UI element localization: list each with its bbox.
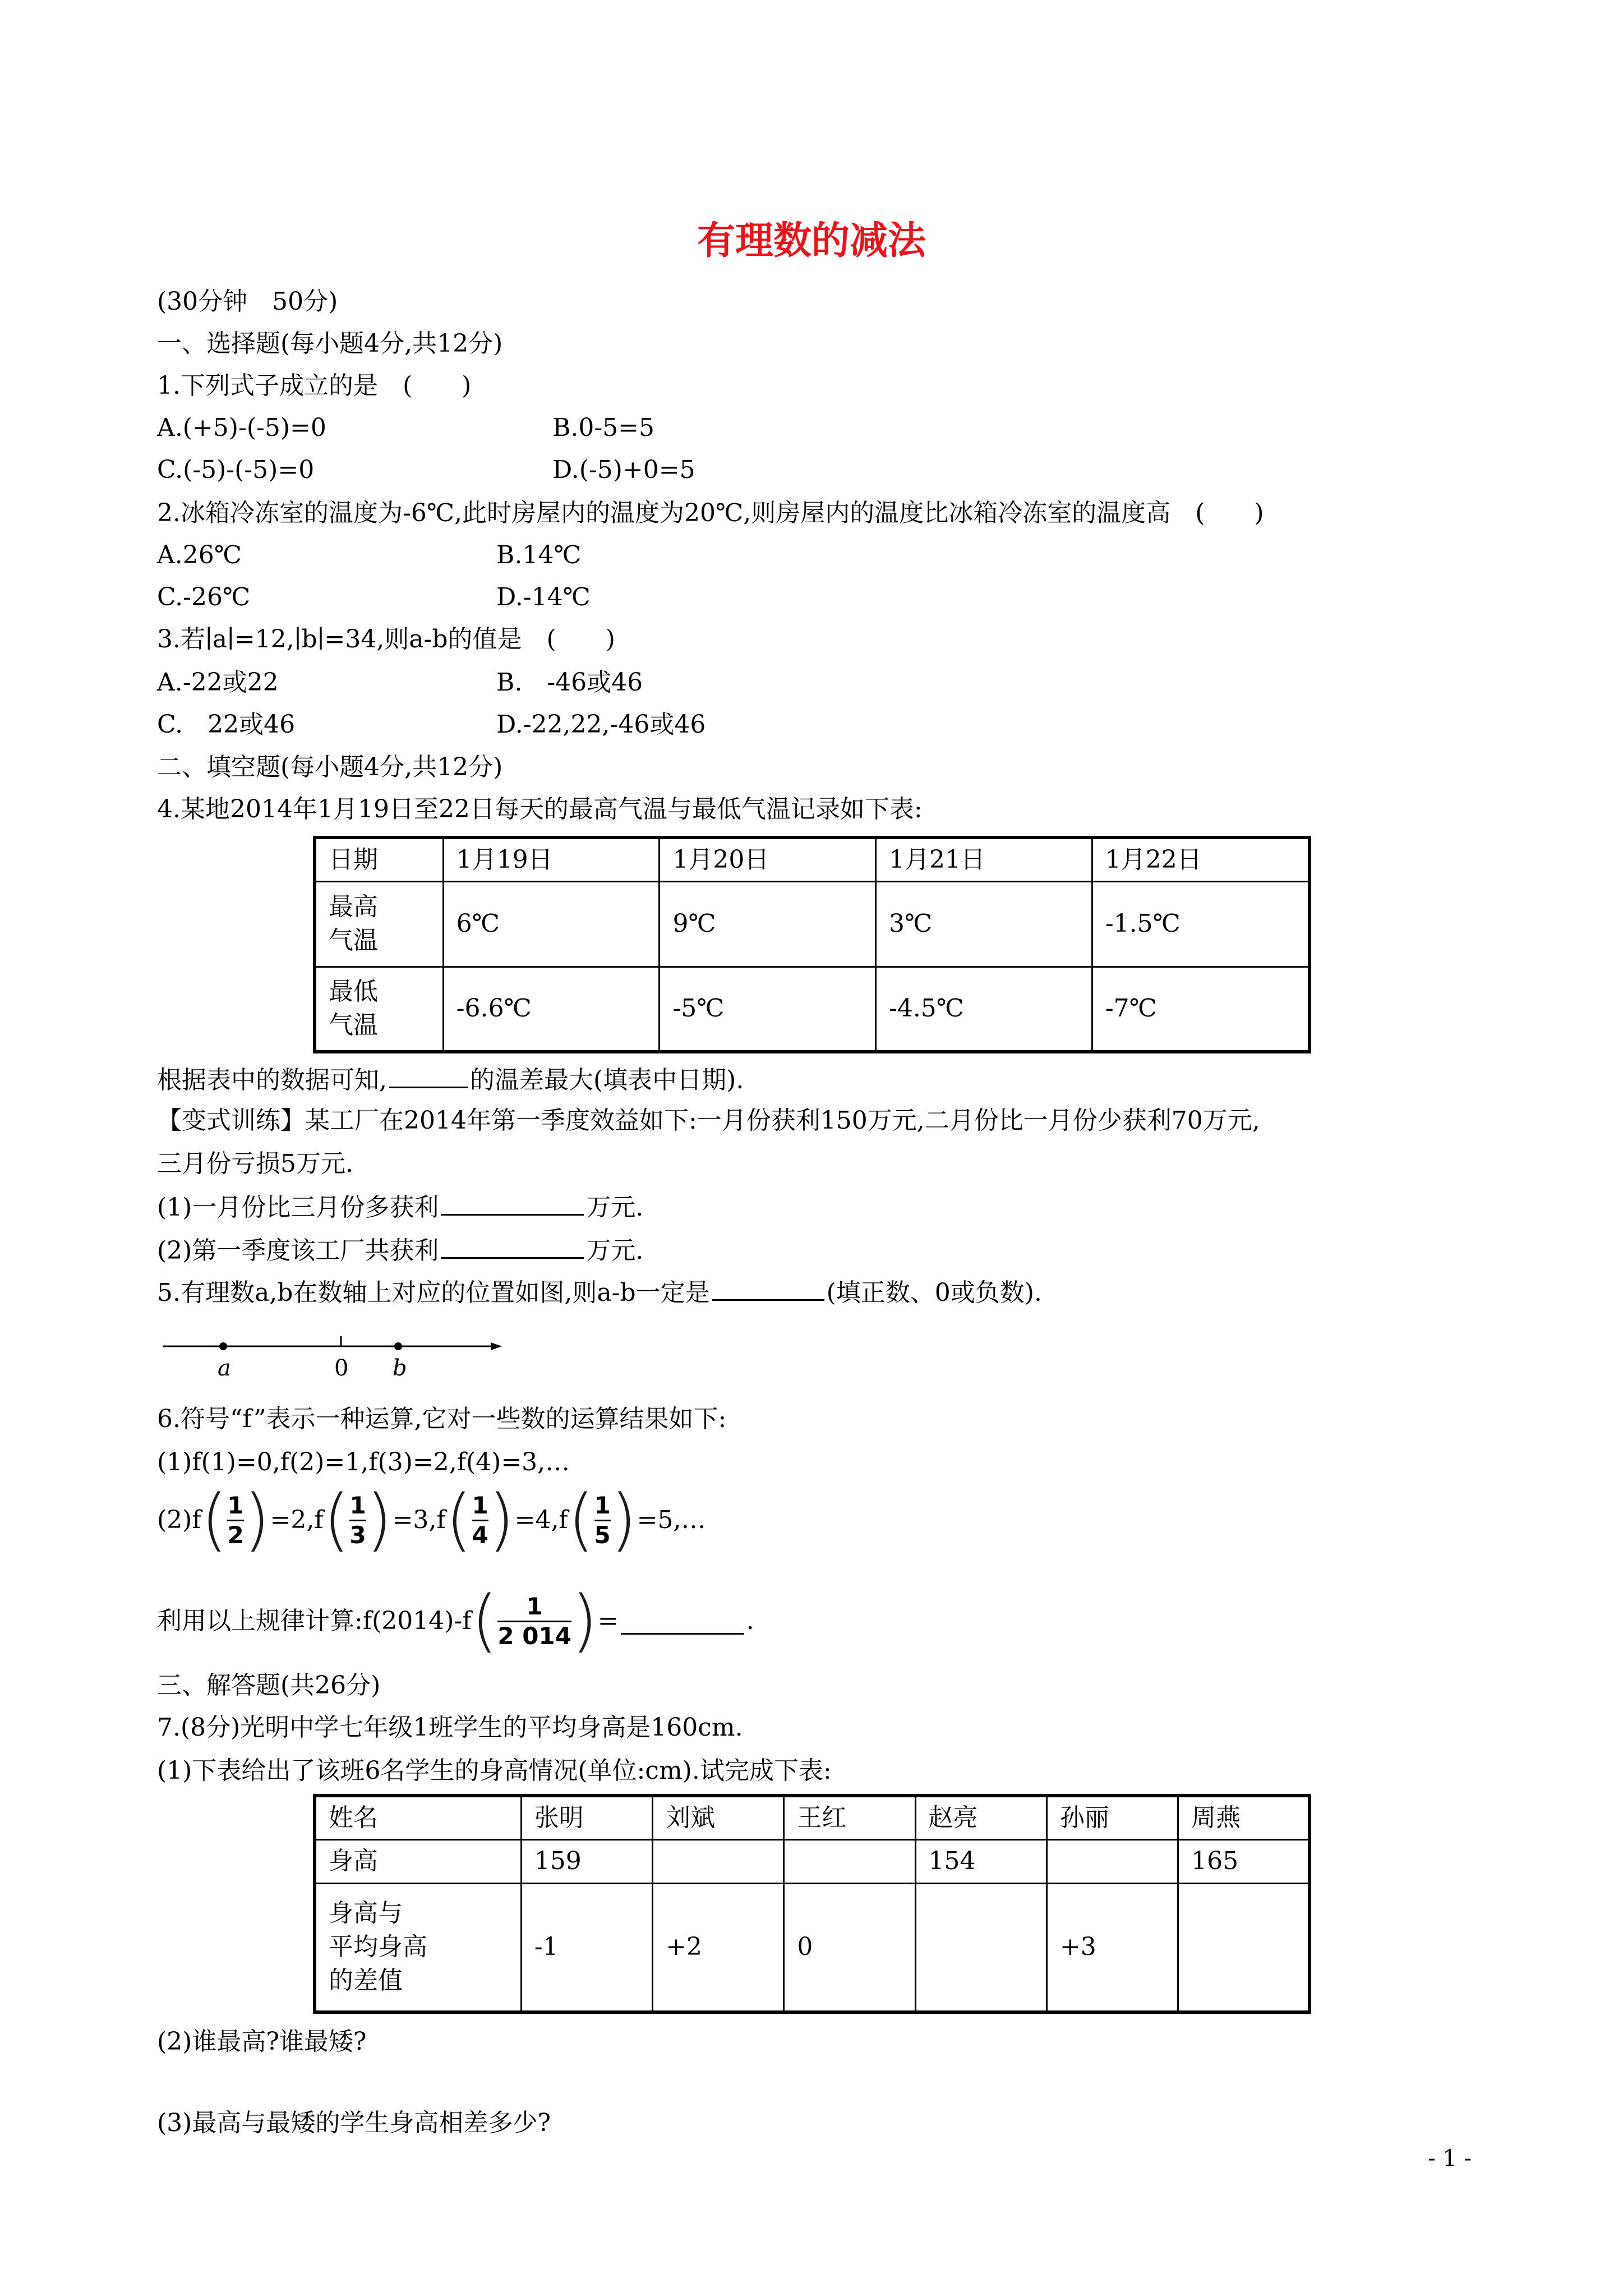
answer-blank[interactable] (712, 1274, 824, 1301)
number-line (157, 1324, 516, 1386)
table-cell: 9℃ (660, 881, 876, 967)
fraction (497, 1594, 571, 1649)
q3-option-d: D.-22,22,-46或46 (496, 710, 706, 739)
q6-line1: (1)f(1)=0,f(2)=1,f(3)=2,f(4)=3,… (157, 1448, 570, 1476)
numerator: 1 (472, 1491, 488, 1519)
section1-heading: 一、选择题(每小题4分,共12分) (157, 329, 503, 358)
denominator: 2 014 (497, 1622, 571, 1650)
table-cell: -7℃ (1092, 967, 1310, 1052)
q6-after1: =2,f (270, 1506, 324, 1534)
q3-option-a: A.-22或22 (157, 668, 279, 697)
row-label-low (315, 967, 443, 1052)
fraction-group (471, 1582, 598, 1660)
fraction (227, 1493, 243, 1548)
q1-option-d: D.(-5)+0=5 (552, 455, 695, 484)
q1-option-c: C.(-5)-(-5)=0 (157, 455, 315, 484)
row-label-high (315, 881, 443, 967)
page-number: - 1 - (1428, 2146, 1472, 2171)
q2-option-d: D.-14℃ (496, 583, 591, 611)
q6-calc-equals: = (597, 1607, 619, 1635)
fraction-group (568, 1481, 637, 1559)
table-cell-empty[interactable] (1046, 1839, 1178, 1883)
answer-blank[interactable] (441, 1189, 584, 1216)
left-paren: ( (471, 1582, 498, 1660)
q3-option-c: C. 22或46 (157, 710, 296, 739)
label-line: 最高 (329, 892, 378, 921)
label-zero: 0 (334, 1355, 349, 1381)
right-paren: ) (366, 1481, 393, 1559)
label-line: 的差值 (329, 1966, 403, 1995)
fraction (472, 1493, 488, 1548)
q2-option-a: A.26℃ (157, 541, 242, 569)
label-line: 身高与 (329, 1899, 403, 1928)
label-b: b (393, 1355, 407, 1381)
q5-text-post: (填正数、0或负数). (826, 1278, 1042, 1307)
point-a (219, 1342, 227, 1350)
table-cell: -5℃ (660, 967, 876, 1052)
q7-part2: (2)谁最高?谁最矮? (157, 2027, 367, 2056)
q6-l2-prefix: (2)f (157, 1506, 201, 1534)
variant-p2-pre: (2)第一季度该工厂共获利 (157, 1236, 439, 1265)
table-header-cell: 1月19日 (443, 838, 660, 881)
variant-part1 (157, 1189, 643, 1225)
table-cell: 6℃ (443, 881, 660, 967)
table-row (315, 838, 1310, 881)
table-cell: 159 (521, 1839, 652, 1883)
table-cell: 3℃ (875, 881, 1092, 967)
label-line: 气温 (329, 1011, 378, 1040)
table-cell: -1.5℃ (1092, 881, 1310, 967)
table-header-cell: 张明 (521, 1796, 652, 1839)
q3-option-b: B. -46或46 (496, 668, 643, 697)
table-cell-empty[interactable] (653, 1839, 784, 1883)
q5-stem (157, 1274, 1042, 1310)
variant-p2-post: 万元. (586, 1236, 644, 1265)
answer-blank[interactable] (441, 1232, 584, 1259)
variant-p1-post: 万元. (586, 1193, 644, 1222)
time-score: (30分钟 50分) (157, 287, 338, 316)
q1-stem: 1.下列式子成立的是 ( ) (157, 371, 472, 400)
right-paren: ) (488, 1481, 515, 1559)
label-line: 平均身高 (329, 1932, 427, 1962)
left-paren: ( (568, 1481, 594, 1559)
table-cell-empty[interactable] (784, 1839, 915, 1883)
table-cell-empty[interactable] (1178, 1883, 1310, 2012)
section2-heading: 二、填空题(每小题4分,共12分) (157, 753, 503, 781)
table-header-cell: 王红 (784, 1796, 915, 1839)
denominator: 3 (349, 1521, 366, 1549)
table-cell: 165 (1178, 1839, 1310, 1883)
q1-option-a: A.(+5)-(-5)=0 (157, 413, 326, 442)
table-header-cell: 赵亮 (915, 1796, 1046, 1839)
right-paren: ) (571, 1582, 598, 1660)
arrow-icon (491, 1342, 502, 1350)
variant-line1: 【变式训练】某工厂在2014年第一季度效益如下:一月份获利150万元,二月份比一月份少获利70万元, (157, 1106, 1260, 1135)
page-title: 有理数的减法 (697, 219, 926, 263)
fraction-group (445, 1481, 515, 1559)
table-cell: 0 (784, 1883, 915, 2012)
q6-line2 (157, 1475, 706, 1565)
q2-option-b: B.14℃ (496, 541, 582, 569)
denominator: 5 (594, 1521, 611, 1549)
fraction-group (323, 1481, 393, 1559)
q6-after2: =3,f (392, 1506, 446, 1534)
row-label-height: 身高 (315, 1839, 521, 1883)
label-line: 最低 (329, 977, 378, 1006)
q6-calc-line (157, 1576, 754, 1666)
section3-heading: 三、解答题(共26分) (157, 1671, 381, 1700)
numerator: 1 (594, 1491, 611, 1519)
table-header-cell: 日期 (315, 838, 443, 881)
q7-part1: (1)下表给出了该班6名学生的身高情况(单位:cm).试完成下表: (157, 1756, 832, 1785)
table-cell: -6.6℃ (443, 967, 660, 1052)
fraction-group (201, 1481, 270, 1559)
q3-stem: 3.若∣a∣=12,∣b∣=34,则a-b的值是 ( ) (157, 625, 615, 654)
q1-option-b: B.0-5=5 (552, 413, 655, 442)
q4-text-post: 的温差最大(填表中日期). (470, 1066, 744, 1094)
variant-p1-pre: (1)一月份比三月份多获利 (157, 1193, 439, 1222)
table-row (315, 967, 1310, 1052)
table-header-cell: 周燕 (1178, 1796, 1310, 1839)
right-paren: ) (243, 1481, 270, 1559)
table-header-cell: 姓名 (315, 1796, 521, 1839)
table-cell: +2 (653, 1883, 784, 2012)
table-cell: 154 (915, 1839, 1046, 1883)
table-header-cell: 刘斌 (653, 1796, 784, 1839)
table-header-cell: 1月21日 (875, 838, 1092, 881)
q2-option-c: C.-26℃ (157, 583, 251, 611)
q4-answer-line (157, 1062, 744, 1097)
left-paren: ( (323, 1481, 350, 1559)
numerator: 1 (349, 1491, 366, 1519)
q6-after4: =5,… (637, 1506, 706, 1534)
fraction (349, 1493, 366, 1548)
q5-text-pre: 5.有理数a,b在数轴上对应的位置如图,则a-b一定是 (157, 1278, 710, 1307)
table-row (315, 881, 1310, 967)
table-cell: -1 (521, 1883, 652, 2012)
variant-part2 (157, 1232, 643, 1268)
denominator: 2 (227, 1521, 244, 1549)
table-cell: -4.5℃ (875, 967, 1092, 1052)
table-row (315, 1839, 1310, 1883)
numerator: 1 (526, 1592, 543, 1620)
denominator: 4 (472, 1521, 488, 1549)
label-line: 气温 (329, 926, 378, 955)
answer-blank[interactable] (389, 1062, 468, 1088)
table-header-cell: 孙丽 (1046, 1796, 1178, 1839)
left-paren: ( (201, 1481, 228, 1559)
q6-calc-pre: 利用以上规律计算:f(2014)-f (157, 1607, 472, 1635)
fraction (594, 1493, 611, 1548)
q2-stem: 2.冰箱冷冻室的温度为-6℃,此时房屋内的温度为20℃,则房屋内的温度比冰箱冷冻室的温度高 ( ) (157, 499, 1264, 527)
q7-part3: (3)最高与最矮的学生身高相差多少? (157, 2109, 551, 2137)
row-label-difference (315, 1883, 521, 2012)
table-row (315, 1883, 1310, 2012)
temperature-table (313, 836, 1311, 1053)
table-cell-empty[interactable] (915, 1883, 1046, 2012)
q7-stem: 7.(8分)光明中学七年级1班学生的平均身高是160cm. (157, 1713, 743, 1742)
table-row (315, 1796, 1310, 1839)
label-a: a (218, 1355, 231, 1381)
table-header-cell: 1月20日 (660, 838, 876, 881)
numerator: 1 (227, 1491, 244, 1519)
table-header-cell: 1月22日 (1092, 838, 1310, 881)
right-paren: ) (610, 1481, 637, 1559)
left-paren: ( (445, 1481, 472, 1559)
q6-after3: =4,f (514, 1506, 568, 1534)
q6-stem: 6.符号“f”表示一种运算,它对一些数的运算结果如下: (157, 1405, 727, 1433)
q4-stem: 4.某地2014年1月19日至22日每天的最高气温与最低气温记录如下表: (157, 795, 923, 823)
answer-blank[interactable] (621, 1608, 744, 1635)
q4-text-pre: 根据表中的数据可知, (157, 1066, 387, 1094)
point-b (394, 1342, 402, 1350)
variant-line2: 三月份亏损5万元. (157, 1149, 353, 1178)
q6-calc-end: . (746, 1607, 754, 1635)
height-table (313, 1794, 1311, 2014)
table-cell: +3 (1046, 1883, 1178, 2012)
